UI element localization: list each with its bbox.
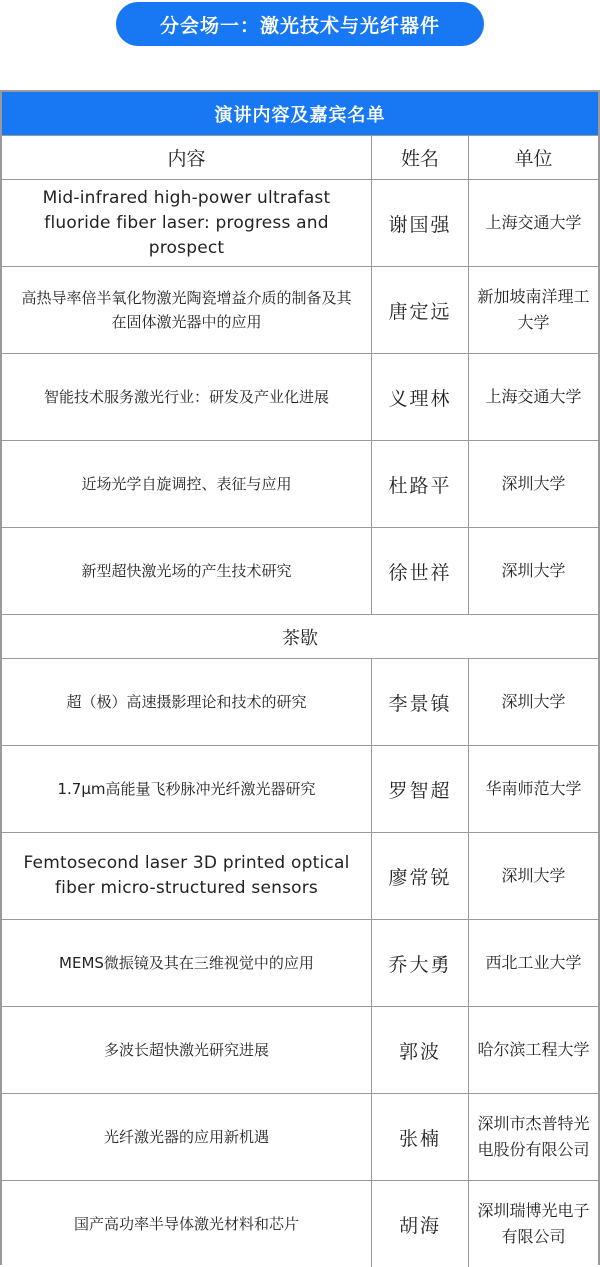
- table-row: [2, 179, 598, 266]
- table-row: [2, 658, 598, 745]
- speaker-name-cell: 谢国强: [371, 180, 468, 266]
- column-header-unit: 单位: [468, 136, 598, 179]
- speaker-name-cell: 徐世祥: [371, 528, 468, 614]
- table-row: [2, 266, 598, 353]
- speaker-name-cell: 唐定远: [371, 267, 468, 353]
- column-header-row: [2, 135, 598, 179]
- affiliation-cell: 西北工业大学: [468, 920, 598, 1006]
- speaker-name-cell: 张楠: [371, 1094, 468, 1180]
- affiliation-cell: 深圳大学: [468, 528, 598, 614]
- table-row: [2, 353, 598, 440]
- topic-cell: Mid-infrared high-power ultrafast fluoride fiber laser: progress and prospect: [42, 187, 331, 258]
- affiliation-cell: 深圳大学: [468, 659, 598, 745]
- topic-cell: Femtosecond laser 3D printed optical fiber micro-structured sensors: [23, 853, 350, 898]
- speaker-table: [0, 90, 600, 1265]
- topic-cell: 光纤激光器的应用新机遇: [103, 1128, 269, 1146]
- table-row: [2, 1180, 598, 1267]
- session-title: 分会场一：激光技术与光纤器件: [116, 2, 484, 46]
- table-row: [2, 1006, 598, 1093]
- topic-cell: 1.7μm高能量飞秒脉冲光纤激光器研究: [57, 780, 316, 798]
- topic-cell: 高热导率倍半氧化物激光陶瓷增益介质的制备及其在固体激光器中的应用: [21, 289, 352, 331]
- table-row: [2, 1093, 598, 1180]
- speaker-name-cell: 杜路平: [371, 441, 468, 527]
- affiliation-cell: 上海交通大学: [468, 180, 598, 266]
- topic-cell: MEMS微振镜及其在三维视觉中的应用: [59, 954, 314, 972]
- topic-cell: 新型超快激光场的产生技术研究: [81, 562, 292, 580]
- speaker-name-cell: 廖常锐: [371, 833, 468, 919]
- topic-cell: 近场光学自旋调控、表征与应用: [81, 475, 292, 493]
- table-row: [2, 527, 598, 614]
- table-title: 演讲内容及嘉宾名单: [2, 92, 598, 135]
- affiliation-cell: 深圳瑞博光电子有限公司: [468, 1181, 598, 1267]
- topic-cell: 国产高功率半导体激光材料和芯片: [73, 1215, 299, 1233]
- speaker-name-cell: 郭波: [371, 1007, 468, 1093]
- topic-cell: 多波长超快激光研究进展: [103, 1041, 269, 1059]
- affiliation-cell: 哈尔滨工程大学: [468, 1007, 598, 1093]
- table-row: [2, 745, 598, 832]
- affiliation-cell: 华南师范大学: [468, 746, 598, 832]
- affiliation-cell: 上海交通大学: [468, 354, 598, 440]
- table-row: [2, 832, 598, 919]
- topic-cell: 超（极）高速摄影理论和技术的研究: [66, 693, 307, 711]
- affiliation-cell: 新加坡南洋理工大学: [468, 267, 598, 353]
- column-header-name: 姓名: [371, 136, 468, 179]
- speaker-name-cell: 义理林: [371, 354, 468, 440]
- topic-cell: 智能技术服务激光行业：研发及产业化进展: [43, 388, 329, 406]
- table-row: [2, 919, 598, 1006]
- affiliation-cell: 深圳大学: [468, 441, 598, 527]
- tea-break-row: 茶歇: [2, 614, 598, 658]
- affiliation-cell: 深圳市杰普特光电股份有限公司: [468, 1094, 598, 1180]
- speaker-name-cell: 胡海: [371, 1181, 468, 1267]
- speaker-name-cell: 乔大勇: [371, 920, 468, 1006]
- affiliation-cell: 深圳大学: [468, 833, 598, 919]
- column-header-topic: 内容: [167, 148, 206, 170]
- table-row: [2, 440, 598, 527]
- speaker-name-cell: 李景镇: [371, 659, 468, 745]
- speaker-name-cell: 罗智超: [371, 746, 468, 832]
